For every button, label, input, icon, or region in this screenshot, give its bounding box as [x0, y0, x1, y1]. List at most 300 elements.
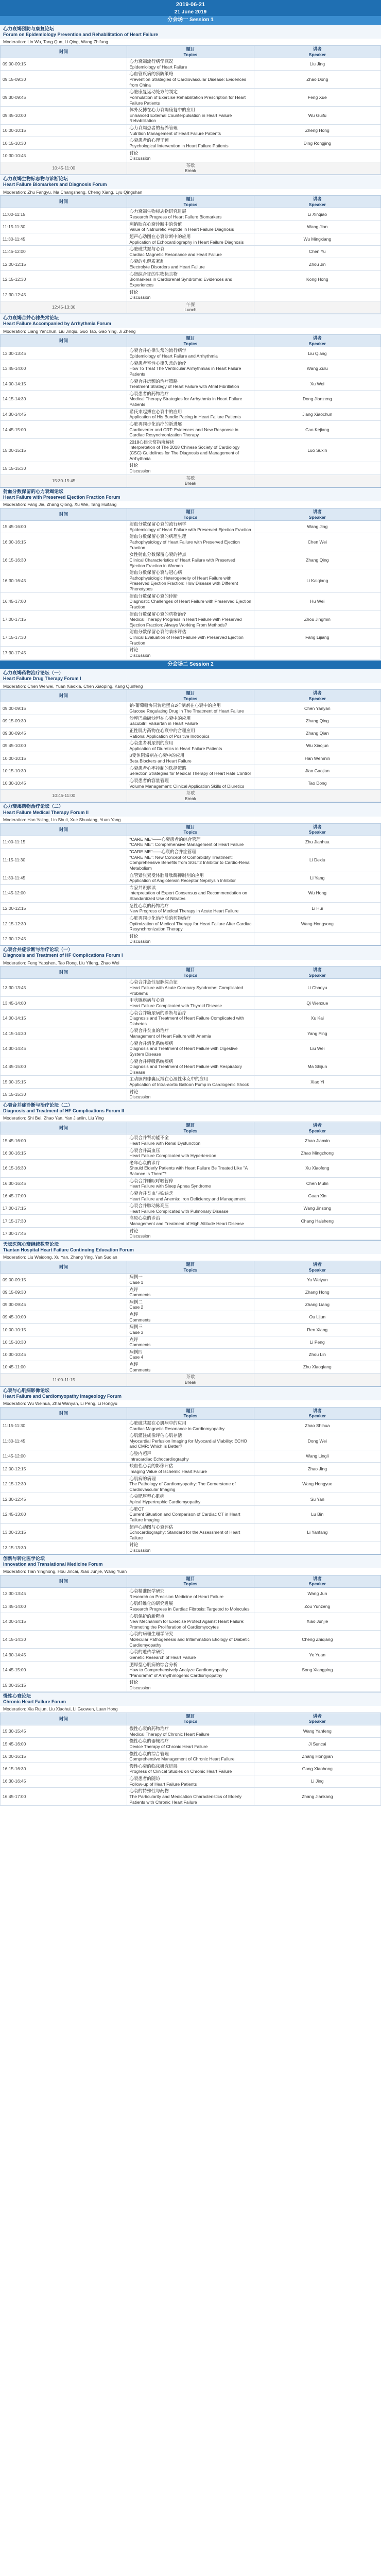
header-speaker-zh: 讲者 — [313, 335, 322, 341]
session-table — [0, 1407, 381, 1554]
cell-speaker: Zhang Hong — [254, 1286, 380, 1298]
table-header-row — [1, 967, 381, 979]
day-line: 21 June 2019 — [174, 9, 207, 15]
cell-time: 17:15-17:30 — [1, 629, 127, 647]
cell-time: 12:00-12:15 — [1, 258, 127, 270]
cell-speaker: Fang Lijiang — [254, 629, 380, 647]
cell-topic — [127, 347, 254, 360]
topic-zh: 病例三 — [129, 1324, 143, 1330]
table-row — [1, 611, 381, 629]
topic-en: Psychological Intervention in Heart Failure Patients — [129, 143, 229, 148]
forum-title-zh: 心衰与心肌病影像论坛 — [3, 1387, 50, 1393]
topic-zh: 心衰合并急性冠脉综合征 — [129, 979, 178, 985]
cell-topic — [127, 1679, 254, 1691]
cell-speaker — [254, 474, 380, 487]
topic-zh: 老年心衰的诊疗 — [129, 1160, 160, 1165]
cell-topic — [127, 884, 254, 902]
cell-topic — [127, 1475, 254, 1493]
table-row — [1, 1541, 381, 1554]
table-row — [1, 1202, 381, 1215]
cell-time: 13:30-13:45 — [1, 1588, 127, 1600]
cell-speaker: Ma Shijun — [254, 1058, 380, 1076]
cell-topic — [127, 360, 254, 378]
topic-en: Prevention Strategies of Cardiovascular Disease: Evidences from China — [129, 77, 247, 88]
cell-topic — [127, 474, 254, 487]
cell-time: 15:45-16:00 — [1, 1134, 127, 1147]
table-row — [1, 533, 381, 551]
topic-zh: 慢性心衰的药物治疗 — [129, 1726, 169, 1731]
header-topic — [127, 335, 254, 347]
forum-title-en: Heart Failure and Cardiomyopathy Imageology Forum — [3, 1393, 122, 1399]
table-row — [1, 740, 381, 752]
cell-time: 11:00-11:15 — [1, 208, 127, 221]
topic-zh: 心衰合并房颤的治疗策略 — [129, 378, 178, 384]
cell-topic — [127, 438, 254, 462]
cell-time: 12:45-13:00 — [1, 1505, 127, 1523]
topic-en: Clinical Characteristics of Heart Failure with Preserved Ejection Fraction in Women — [129, 557, 235, 568]
topic-en: Heart Failure and Anemia: Iron Deficiency and Management — [129, 1196, 246, 1201]
header-topic — [127, 1575, 254, 1587]
table-row — [1, 125, 381, 137]
header-speaker-en: Speaker — [308, 1719, 326, 1724]
cell-topic — [127, 89, 254, 107]
table-row — [1, 1159, 381, 1177]
cell-time: 09:30-09:45 — [1, 727, 127, 739]
header-speaker-en: Speaker — [308, 341, 326, 346]
topic-en: Heart Failure with Renal Dysfunction — [129, 1140, 201, 1146]
topic-zh: 女性射血分数保留心衰的特点 — [129, 552, 186, 557]
header-speaker-zh: 讲者 — [313, 509, 322, 514]
topic-en: Treatment Strategy of Heart Failure with Atrial Fibrillation — [129, 384, 239, 389]
cell-topic — [127, 1788, 254, 1806]
cell-time: 12:15-12:30 — [1, 1475, 127, 1493]
table-row — [1, 1649, 381, 1661]
table-row — [1, 149, 381, 162]
topic-en: Case 1 — [129, 1279, 144, 1285]
cell-topic — [127, 979, 254, 997]
header-speaker — [254, 1713, 380, 1725]
forum-title — [0, 803, 381, 817]
cell-topic — [127, 569, 254, 593]
session-table — [0, 334, 381, 487]
topic-zh: 心脏再同步化治疗的新进展 — [129, 421, 182, 427]
table-row — [1, 1215, 381, 1227]
cell-time: 11:45-12:00 — [1, 884, 127, 902]
cell-speaker: Li Yanfang — [254, 1523, 380, 1541]
break-row — [1, 301, 381, 313]
topic-zh: 利钠肽在心衰诊断中的价值 — [129, 221, 182, 227]
topic-zh: 急性心衰的药物治疗 — [129, 903, 169, 908]
table-row — [1, 1738, 381, 1750]
cell-time: 17:30-17:45 — [1, 1227, 127, 1240]
cell-speaker: Zhang Hongjian — [254, 1750, 380, 1762]
cell-time: 14:30-14:45 — [1, 1649, 127, 1661]
topic-en: Comprehensive Management of Chronic Heart Failure — [129, 1756, 235, 1762]
cell-speaker: Liu Wei — [254, 1040, 380, 1058]
cell-topic — [127, 1419, 254, 1432]
topic-en: Formulation of Exercise Rehabilitation Prescription for Heart Failure Patients — [129, 94, 246, 106]
cell-speaker: Li Chaoyu — [254, 979, 380, 997]
header-speaker-en: Speaker — [308, 1267, 326, 1273]
topic-en: New Progress of Medical Therapy in Acute Heart Failure — [129, 908, 239, 914]
cell-speaker: Chen Mulin — [254, 1177, 380, 1190]
cell-time: 14:00-14:15 — [1, 1613, 127, 1631]
cell-speaker: Li Dexiu — [254, 849, 380, 872]
cell-speaker — [254, 933, 380, 945]
table-row — [1, 1027, 381, 1040]
topic-en: Discussion — [129, 156, 151, 161]
cell-speaker: Zhang Liang — [254, 1298, 380, 1311]
cell-speaker: Zhou Jingmin — [254, 611, 380, 629]
session-table — [0, 1713, 381, 1806]
topic-en: Apical Hypertrophic Cardiomyopathy — [129, 1499, 201, 1504]
topic-zh: 心脏CT — [129, 1506, 144, 1512]
topic-zh: 讨论 — [129, 647, 138, 653]
table-row — [1, 836, 381, 848]
cell-speaker — [254, 162, 380, 174]
cell-time: 09:00-09:15 — [1, 1274, 127, 1286]
cell-topic — [127, 872, 254, 884]
table-row — [1, 462, 381, 474]
topic-zh: 心脏磁共振在心肌病中的应用 — [129, 1420, 186, 1426]
forum-section — [0, 1386, 381, 1554]
topic-en: Rational Application of Positive Inotropics — [129, 733, 210, 739]
topic-en: Cardiac Magnetic Resonance in Cardiomyopathy — [129, 1426, 225, 1431]
topic-zh: 高原心衰的诊治 — [129, 1215, 160, 1221]
table-row — [1, 1009, 381, 1027]
topic-en: Diagnostic Challenges of Heart Failure with Preserved Ejection Fraction — [129, 599, 252, 609]
topic-zh: 射血分数保留心衰的病理生理 — [129, 534, 186, 539]
topic-en: Sacubitril Valsartan in Heart Failure — [129, 721, 198, 726]
cell-time: 13:45-14:00 — [1, 360, 127, 378]
cell-speaker: Li Hui — [254, 902, 380, 914]
topic-en: Break — [184, 795, 197, 801]
topic-en: Pathophysiology of Heart Failure with Preserved Ejection Fraction — [129, 539, 240, 550]
session-table — [0, 689, 381, 802]
cell-time: 16:15-16:30 — [1, 1159, 127, 1177]
topic-zh: 心衰合并高血压 — [129, 1147, 160, 1153]
moderation-line: Moderation: Han Yaling, Lin Shuli, Xue Shuxiang, Yuan Yang — [3, 817, 121, 822]
moderation-line: Moderation: Lin Wu, Tang Qun, Li Qing, Wang Zhifang — [3, 39, 108, 45]
table-header-row — [1, 823, 381, 836]
topic-zh: 心衰患者心率控制的选择策略 — [129, 765, 186, 771]
topic-zh: 病例四 — [129, 1349, 143, 1354]
cell-time: 12:00-12:15 — [1, 902, 127, 914]
cell-speaker: Qi Wenxue — [254, 997, 380, 1009]
topic-zh: 心衰合并贫血与铁缺乏 — [129, 1190, 174, 1196]
cell-topic — [127, 149, 254, 162]
topic-en: Interpretation of The 2018 Chinese Society of Cardiology (CSC) Guidelines for The Diagnosis and Management of Arrhythmia — [129, 445, 240, 461]
topic-en: Heart Failure Complicated with Pulmonary Disease — [129, 1208, 229, 1214]
cell-topic — [127, 1450, 254, 1463]
header-speaker — [254, 1261, 380, 1274]
cell-time: 11:15-11:30 — [1, 221, 127, 233]
cell-topic — [127, 997, 254, 1009]
table-header-row — [1, 1575, 381, 1587]
forum-section — [0, 25, 381, 175]
topic-en: Volume Management: Clinical Application Skills of Diuretics — [129, 783, 245, 789]
table-row — [1, 1088, 381, 1100]
table-row — [1, 1336, 381, 1348]
topic-en: Application of Diuretics in Heart Failure Patients — [129, 745, 222, 751]
cell-speaker: Wu Hong — [254, 884, 380, 902]
header-speaker-zh: 讲者 — [313, 824, 322, 829]
cell-time: 16:30-16:45 — [1, 569, 127, 593]
header-topic — [127, 967, 254, 979]
cell-time: 12:15-12:30 — [1, 914, 127, 933]
topic-zh: 点评 — [129, 1286, 138, 1292]
table-row — [1, 629, 381, 647]
cell-topic — [127, 1324, 254, 1336]
cell-speaker: Zhang Qian — [254, 727, 380, 739]
cell-time: 13:30-13:45 — [1, 979, 127, 997]
moderation-line: Moderation: Liu Weidong, Xu Yan, Zhang Ying, Yan Suqian — [3, 1255, 117, 1260]
topic-en: Molecular Pathogenesis and Inflammation Etiology of Diabetic Cardiomyopathy — [129, 1637, 250, 1648]
topic-en: Progress of Clinical Studies on Chronic Heart Failure — [129, 1769, 232, 1774]
topic-en: Heart Failure Complicated with Hypertension — [129, 1153, 216, 1159]
cell-time: 09:15-09:30 — [1, 71, 127, 89]
topic-zh: 心衰合并贫血的治疗 — [129, 1028, 169, 1033]
topic-en: Pathophysiologic Heterogeneity of Heart Failure with Preserved Ejection Fraction: How Disease with Different Phenotypes — [129, 575, 238, 591]
cell-topic — [127, 1076, 254, 1088]
forum-title-en: Heart Failure Biomarkers and Diagnosis Forum — [3, 182, 107, 188]
topic-zh: 超声心动图与心衰评估 — [129, 1524, 174, 1530]
table-row — [1, 1463, 381, 1475]
topic-en: Discussion — [129, 1548, 151, 1553]
topic-zh: 心肌保护的新靶点 — [129, 1613, 165, 1619]
cell-speaker — [254, 1541, 380, 1554]
forum-title-zh: 慢性心衰论坛 — [3, 1693, 31, 1699]
topic-zh: 讨论 — [129, 463, 138, 468]
topic-en: Application of Echocardiography in Heart Failure Diagnosis — [129, 239, 244, 245]
cell-speaker: Zheng Hong — [254, 125, 380, 137]
cell-time: 09:00-09:15 — [1, 58, 127, 71]
topic-en: Discussion — [129, 1094, 151, 1100]
header-speaker-en: Speaker — [308, 696, 326, 701]
venue-bar: 分会场一 Session 1 — [0, 16, 381, 25]
table-header-row — [1, 1261, 381, 1274]
table-row — [1, 71, 381, 89]
cell-speaker — [254, 1374, 380, 1386]
break-row — [1, 474, 381, 487]
forum-title-zh: 心力衰竭预防与康复论坛 — [3, 26, 55, 31]
cell-time: 16:30-16:45 — [1, 1775, 127, 1788]
header-topic-zh: 题目 — [186, 1262, 195, 1267]
topic-en: Epidemiology of Heart Failure with Preserved Ejection Fraction — [129, 527, 251, 532]
header-speaker — [254, 1575, 380, 1587]
table-header-row — [1, 508, 381, 520]
topic-zh: 正性肌力药物在心衰中的合理应用 — [129, 727, 195, 733]
cell-time: 11:15-11:30 — [1, 1419, 127, 1432]
table-row — [1, 979, 381, 997]
topic-zh: 点评 — [129, 1336, 138, 1342]
topic-zh: 射血分数保留心衰与冠心病 — [129, 570, 182, 575]
topic-zh: 射血分数保留心衰的临床评估 — [129, 629, 186, 635]
header-time: 时间 — [1, 196, 127, 208]
topic-zh: 茶歇 — [186, 1374, 195, 1380]
cell-speaker: Ding Rongjing — [254, 137, 380, 149]
cell-speaker: Dong Jianzeng — [254, 390, 380, 408]
session-table — [0, 508, 381, 659]
cell-speaker: Zhang Qing — [254, 715, 380, 727]
cell-topic — [127, 1159, 254, 1177]
header-time: 时间 — [1, 1261, 127, 1274]
cell-topic — [127, 611, 254, 629]
cell-topic — [127, 752, 254, 765]
topic-en: Should Elderly Patients with Heart Failure Be Treated Like "A Balance Is There"? — [129, 1165, 248, 1176]
header-speaker — [254, 967, 380, 979]
forum-title-en: Diagnosis and Treatment of HF Complications Forum II — [3, 1108, 125, 1114]
cell-speaker — [254, 301, 380, 313]
header-topic-en: Topics — [183, 52, 198, 57]
moderation-line: Moderation: Fang Jie, Zhang Qiong, Xu Wei, Tang Huifang — [3, 502, 117, 507]
cell-time: 09:30-09:45 — [1, 1298, 127, 1311]
topic-en: Research Progress in Cardiac Fibrosis: Targeted to Molecules — [129, 1606, 250, 1612]
cell-topic — [127, 740, 254, 752]
topic-en: Echocardiography: Standard for the Assessment of Heart Failure — [129, 1530, 240, 1540]
topic-zh: 心脏康复运动处方的制定 — [129, 89, 178, 95]
cell-speaker — [254, 1679, 380, 1691]
cell-speaker: Xu Wei — [254, 378, 380, 390]
table-row — [1, 1493, 381, 1505]
schedule-content — [0, 16, 381, 1806]
topic-en: Break — [184, 168, 197, 174]
header-speaker — [254, 1122, 380, 1134]
topic-en: Beta Blockers and Heart Failure — [129, 758, 192, 764]
topic-en: Enhanced External Counterpulsation in Heart Failure Rehabilitation — [129, 112, 232, 124]
topic-en: Clinical Evaluation of Heart Failure with Preserved Ejection Fraction — [129, 635, 244, 646]
table-row — [1, 1613, 381, 1631]
header-speaker-zh: 讲者 — [313, 1575, 322, 1581]
header-topic-zh: 题目 — [186, 967, 195, 973]
cell-speaker — [254, 790, 380, 802]
table-row — [1, 221, 381, 233]
cell-topic — [127, 933, 254, 945]
cell-speaker: Guan Xin — [254, 1190, 380, 1202]
table-row — [1, 270, 381, 289]
topic-zh: 钠-葡萄糖协同转运蛋白2抑制剂在心衰中的应用 — [129, 703, 221, 708]
topic-en: Nutrition Management of Heart Failure Patients — [129, 130, 221, 136]
forum-section — [0, 487, 381, 659]
table-row — [1, 1600, 381, 1613]
topic-zh: 讨论 — [129, 933, 138, 939]
topic-zh: 心衰精准医学研究 — [129, 1588, 165, 1594]
topic-en: Device Therapy of Chronic Heart Failure — [129, 1743, 208, 1749]
topic-zh: 心衰患者的心理干预 — [129, 138, 169, 143]
table-row — [1, 1762, 381, 1775]
header-speaker-zh: 讲者 — [313, 1713, 322, 1719]
session-table — [0, 1261, 381, 1386]
moderation-line: Moderation: Shi Bei, Zhao Yan, Yan Jianlin, Liu Ying — [3, 1115, 104, 1121]
cell-time: 13:45-14:00 — [1, 997, 127, 1009]
header-speaker — [254, 45, 380, 58]
cell-time: 15:30-15:45 — [1, 474, 127, 487]
topic-zh: β受体阻滞剂在心衰中的应用 — [129, 753, 185, 758]
cell-speaker: Li Jing — [254, 1775, 380, 1788]
topic-en: Value of Natriuretic Peptide in Heart Failure Diagnosis — [129, 227, 234, 232]
topic-en: New Mechanism for Exercise Protect Against Heart Failure: Promoting the Proliferation of Cardiomyocytes — [129, 1619, 245, 1630]
cell-time: 12:15-12:30 — [1, 270, 127, 289]
cell-speaker: Liu Jing — [254, 58, 380, 71]
topic-zh: 讨论 — [129, 289, 138, 295]
cell-speaker: Zou Yunzeng — [254, 1600, 380, 1613]
cell-speaker: Zhao Jing — [254, 1463, 380, 1475]
header-speaker-zh: 讲者 — [313, 967, 322, 973]
cell-topic — [127, 1348, 254, 1361]
cell-topic — [127, 1227, 254, 1240]
cell-time: 09:15-09:30 — [1, 1286, 127, 1298]
forum-title-en: Heart Failure Accompanied by Arrhythmia Forum — [3, 321, 111, 327]
table-row — [1, 521, 381, 533]
forum-title — [0, 175, 381, 189]
topic-en: Break — [184, 481, 197, 486]
table-row — [1, 872, 381, 884]
topic-en: Discussion — [129, 295, 151, 300]
topic-zh: 心肾综合征的生物标志物 — [129, 271, 178, 277]
cell-speaker: Jiao Gaojian — [254, 765, 380, 777]
topic-zh: 心衰患者的容量管理 — [129, 777, 169, 783]
forum-title-en: Heart Failure Drug Therapy Forum I — [3, 676, 81, 682]
cell-speaker: Zhang Jiankang — [254, 1788, 380, 1806]
cell-time: 09:15-09:30 — [1, 715, 127, 727]
topic-zh: 2018心律失常指南解读 — [129, 439, 175, 445]
cell-topic — [127, 1600, 254, 1613]
table-row — [1, 289, 381, 301]
cell-topic — [127, 1058, 254, 1076]
table-row — [1, 592, 381, 611]
cell-speaker — [254, 1227, 380, 1240]
table-row — [1, 1058, 381, 1076]
table-row — [1, 1523, 381, 1541]
cell-speaker: Zhao Jianxin — [254, 1134, 380, 1147]
header-topic-en: Topics — [183, 1128, 198, 1133]
topic-zh: 茶歇 — [186, 790, 195, 796]
forum-title-zh: 创新与转化医学论坛 — [3, 1555, 45, 1561]
forum-title — [0, 488, 381, 502]
cell-speaker: Xiao Junjie — [254, 1613, 380, 1631]
topic-en: Discussion — [129, 468, 151, 473]
moderation-line: Moderation: Xia Rujun, Liu Xiaohui, Li Guowen, Luan Hong — [3, 1706, 118, 1712]
table-row — [1, 914, 381, 933]
cell-topic — [127, 715, 254, 727]
cell-topic — [127, 1505, 254, 1523]
cell-speaker: Zhang Qing — [254, 551, 380, 569]
header-topic-en: Topics — [183, 972, 198, 978]
table-row — [1, 1227, 381, 1240]
topic-zh: 肥厚型心肌病的综合分析 — [129, 1662, 178, 1667]
table-row — [1, 89, 381, 107]
topic-zh: 午餐 — [186, 301, 195, 307]
topic-en: Medical Therapy Progress in Heart Failure with Preserved Ejection Fraction: Always Working From Methods? — [129, 617, 242, 628]
header-topic — [127, 1122, 254, 1134]
cell-speaker: Xu Kai — [254, 1009, 380, 1027]
topic-zh: 心衰的特殊性与药物 — [129, 1788, 169, 1794]
cell-topic — [127, 551, 254, 569]
header-topic-zh: 题目 — [186, 824, 195, 829]
cell-time: 14:45-15:00 — [1, 420, 127, 438]
cell-topic — [127, 592, 254, 611]
cell-topic — [127, 462, 254, 474]
topic-zh: 甲状腺疾病与心衰 — [129, 997, 165, 1003]
cell-topic — [127, 1432, 254, 1450]
header-topic-zh: 题目 — [186, 196, 195, 202]
cell-speaker: Hu Wei — [254, 592, 380, 611]
topic-en: Imaging Value of Ischemic Heart Failure — [129, 1468, 207, 1474]
cell-topic — [127, 1274, 254, 1286]
topic-zh: 心肌纤维化的研究进展 — [129, 1601, 174, 1606]
topic-zh: 血管紧张素受体脑啡肽酶抑制剂的应用 — [129, 872, 204, 878]
cell-topic — [127, 1374, 254, 1386]
